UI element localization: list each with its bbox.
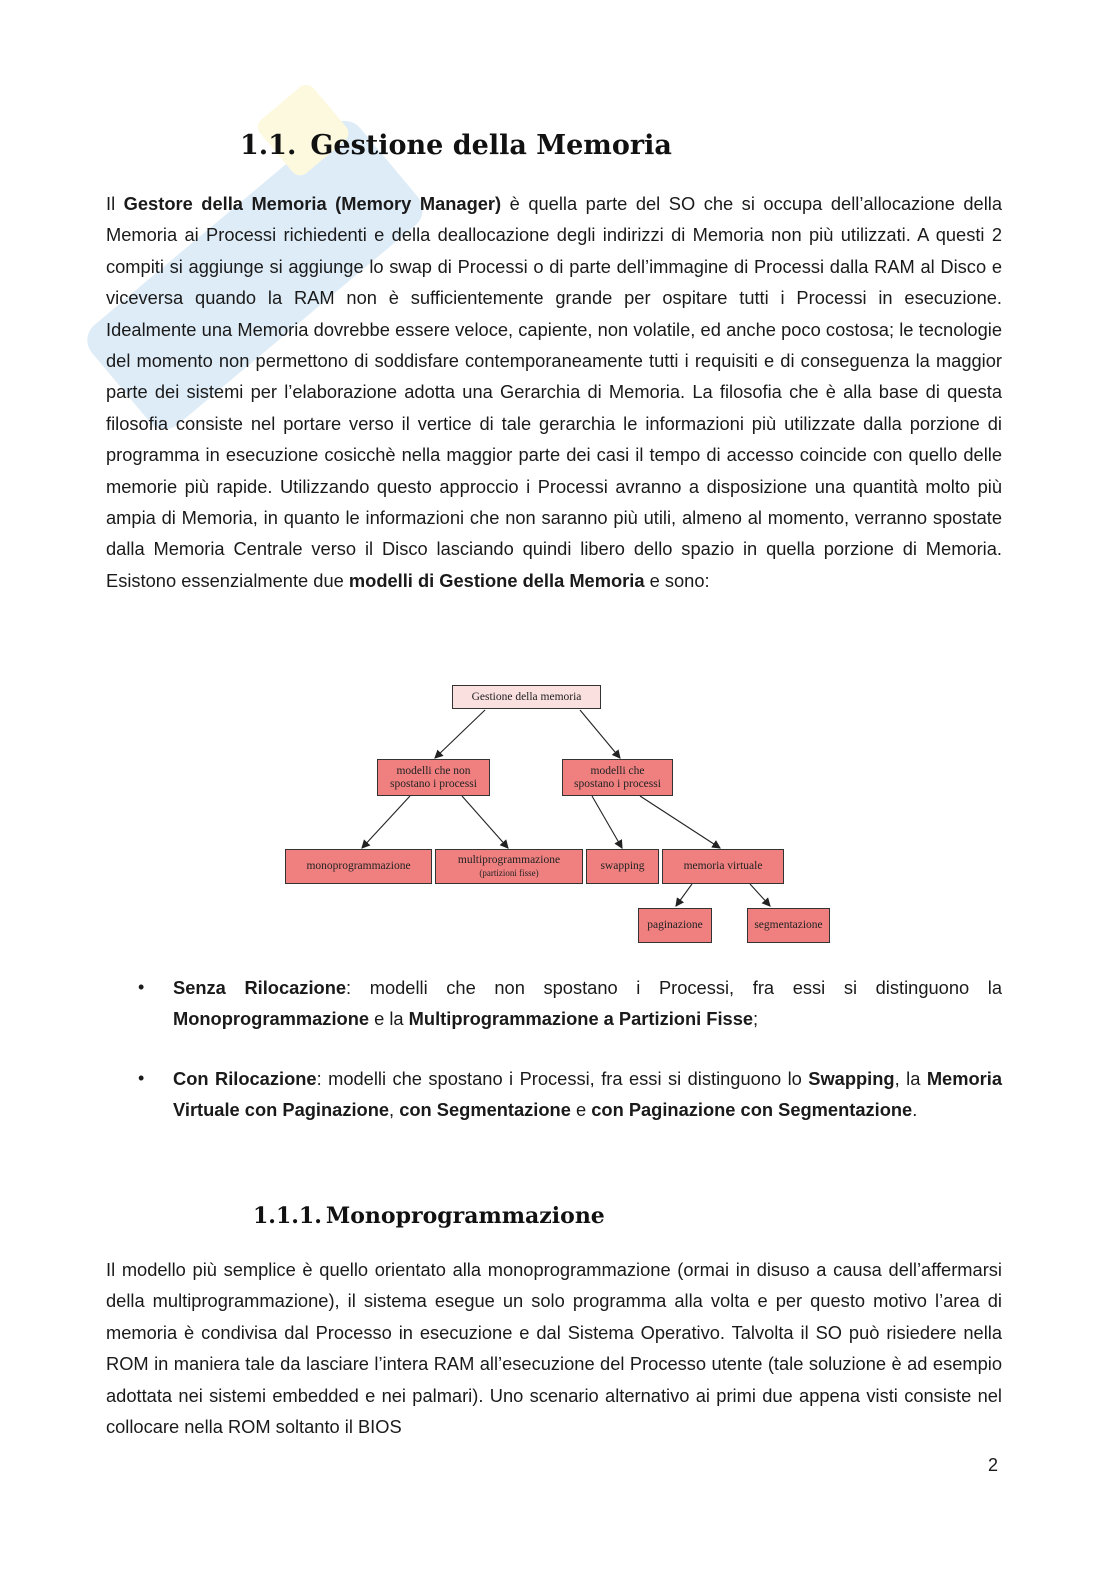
node-label: segmentazione xyxy=(754,919,823,931)
node-label: swapping xyxy=(600,860,645,872)
bullet-text: , la xyxy=(894,1068,927,1089)
edge-virtual-segmentation xyxy=(750,884,770,906)
bullet-bold-term: Memoria Virtuale con Paginazione xyxy=(173,1068,1002,1121)
bullet-text: e xyxy=(570,1099,592,1121)
node-root xyxy=(452,685,601,709)
bullet-bold-term: con Segmentazione xyxy=(399,1099,571,1121)
bullet-dot-icon: • xyxy=(138,1068,145,1088)
edge-left-mono xyxy=(362,796,410,848)
node-monoprogramming xyxy=(285,849,432,884)
edge-right-virtual xyxy=(640,796,720,848)
edge-root-right xyxy=(580,710,620,758)
node-segmentation xyxy=(747,908,830,943)
bullet-text: . xyxy=(912,1099,918,1121)
bullet-bold-term: Monoprogrammazione xyxy=(173,1008,370,1030)
node-label: modelli che xyxy=(590,764,645,777)
bullet-text: : modelli che non spostano i Processi, fra essi si distinguono la xyxy=(346,977,1002,998)
subsection-title: Monoprogrammazione xyxy=(325,1203,605,1229)
bullet-text: e la xyxy=(369,1008,409,1030)
bullet-label: Con Rilocazione xyxy=(173,1068,317,1089)
bullet-with-relocation xyxy=(106,1063,1002,1126)
node-label: spostano i processi xyxy=(574,777,661,790)
section-number: 1.1. xyxy=(240,130,297,161)
node-relocating xyxy=(562,759,673,796)
intro-text: e sono: xyxy=(644,569,710,591)
subsection-number: 1.1.1. xyxy=(253,1203,322,1229)
intro-bold-term: modelli di Gestione della Memoria xyxy=(348,569,645,591)
node-multiprogramming xyxy=(435,849,583,884)
section-heading xyxy=(240,130,672,161)
edge-left-multi xyxy=(462,796,508,848)
bullet-dot-icon: • xyxy=(138,977,145,997)
memory-management-diagram xyxy=(280,680,840,950)
monoprogramming-paragraph: Il modello più semplice è quello orientato alla monoprogrammazione (ormai in disuso a causa dell’affermarsi della multiprogrammazione), il sistema esegue un solo programma alla volta e per questo motivo l’area di memoria è condivisa dal Processo in esecuzione e dal Sistema Operativo. Talvolta il SO può risiedere nella ROM in maniera tale da lasciare l’intera RAM all’esecuzione del Processo utente (tale soluzione è ad esempio adottata nei sistemi embedded e nei palmari). Uno scenario alternativo ai primi due appena visti consiste nel collocare nella ROM soltanto il BIOS xyxy=(106,1259,1002,1438)
node-non-relocating xyxy=(377,759,490,796)
bullet-text: ; xyxy=(753,1008,759,1030)
subsection-heading xyxy=(253,1203,605,1229)
edge-virtual-paging xyxy=(676,884,692,906)
bullet-bold-term: Multiprogrammazione a Partizioni Fisse xyxy=(408,1008,754,1030)
page-number: 2 xyxy=(988,1455,999,1475)
edge-right-swapping xyxy=(592,796,622,848)
bullet-text: , xyxy=(389,1099,400,1121)
node-virtual-memory xyxy=(662,849,784,884)
edge-root-left xyxy=(435,710,485,758)
node-label: modelli che non xyxy=(396,764,471,777)
node-sublabel: (partizioni fisse) xyxy=(479,867,539,878)
node-swapping xyxy=(586,849,659,884)
bullet-bold-term: con Paginazione con Segmentazione xyxy=(591,1099,913,1121)
node-label: multiprogrammazione xyxy=(457,853,561,866)
bullet-list xyxy=(106,1063,1002,1126)
bullet-without-relocation xyxy=(106,972,1002,1035)
bullet-bold-term: Swapping xyxy=(808,1068,895,1089)
node-label: Gestione della memoria xyxy=(471,690,582,703)
node-label: spostano i processi xyxy=(390,777,477,790)
intro-bold-term: Gestore della Memoria (Memory Manager) xyxy=(123,193,502,214)
bullet-text: : modelli che spostano i Processi, fra essi si distinguono lo xyxy=(316,1068,809,1089)
bullet-label: Senza Rilocazione xyxy=(173,977,347,998)
intro-paragraph xyxy=(106,188,1002,596)
intro-text: Il xyxy=(106,193,124,214)
section-title: Gestione della Memoria xyxy=(310,130,672,161)
node-paging xyxy=(638,908,712,943)
bullet-list xyxy=(106,972,1002,1035)
node-label: memoria virtuale xyxy=(683,860,763,872)
node-label: monoprogrammazione xyxy=(306,860,411,872)
node-label: paginazione xyxy=(647,919,703,931)
intro-text: è quella parte del SO che si occupa dell’allocazione della Memoria ai Processi richiedenti e della deallocazione degli indirizzi di Memoria non più utilizzati. A questi 2 compiti si aggiunge si aggiunge lo swap di Processi o di parte dell’immagine di Processi dalla RAM al Disco e viceversa quando la RAM non è sufficientemente grande per ospitare tutti i Processi in esecuzione. Idealmente una Memoria dovrebbe essere veloce, capiente, non volatile, ed anche poco costosa; le tecnologie del momento non permettono di soddisfare contemporaneamente tutti i requisiti e di conseguenza la maggior parte dei sistemi per l’elaborazione adotta una Gerarchia di Memoria. La filosofia che è alla base di questa filosofia consiste nel portare verso il vertice di tale gerarchia le informazioni più utilizzate dalla porzione di programma in esecuzione cosicchè nella maggior parte dei casi il tempo di accesso coincide con quello delle memorie più rapide. Utilizzando questo approccio i Processi avranno a disposizione una quantità molto più ampia di Memoria, in quanto le informazioni che non saranno più utili, almeno al momento, verranno spostate dalla Memoria Centrale verso il Disco lasciando quindi libero dello spazio in quella porzione di Memoria. Esistono essenzialmente due xyxy=(106,193,1003,591)
